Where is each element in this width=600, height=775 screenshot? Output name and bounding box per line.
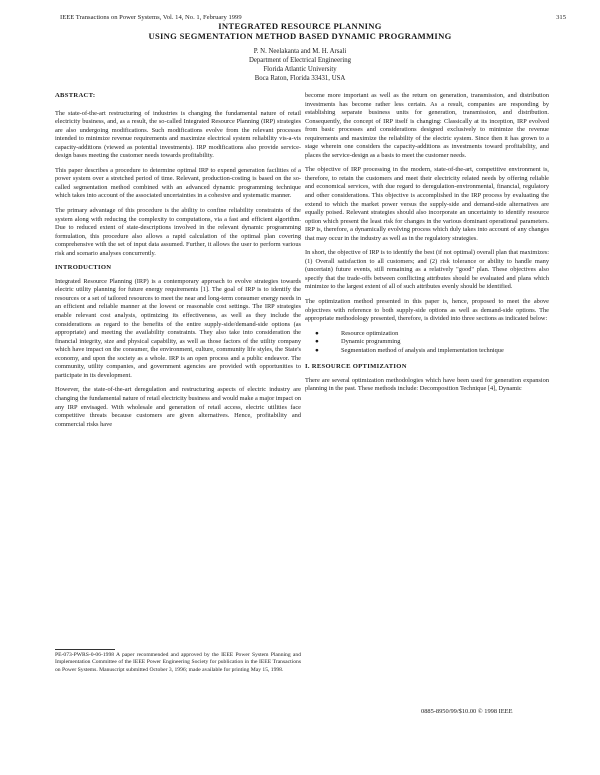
list-item (315, 338, 549, 347)
paper-title-line-2: USING SEGMENTATION METHOD BASED DYNAMIC PROGRAMMING (148, 31, 452, 41)
right-column (305, 92, 549, 400)
author-names: P. N. Neelakanta and M. H. Arsali (253, 48, 347, 55)
right-paragraph-2: The objective of IRP processing in the modern, state-of-the-art, competitive environment is, therefore, to retain the customers and meet their electricity related needs by offering reliable and economical services, with due regard to deregulation-environmental, financial, regulatory and other considerations. This objective is accomplished in the IRP process by evaluating the extend to which the market power versus the supply-side and demand-side alternatives are equally poised. Relevant strategies should also incorporate an uncertainty to identify resource option which present the least risk for changes in the various dominant operational parameters. IRP is, therefore, a dynamically evolving process which duly takes into account of any changes that may occur in the industry as well as in the regulatory strategies. (305, 166, 549, 242)
right-paragraph-4: The optimization method presented in this paper is, hence, proposed to meet the above objectives with reference to both supply-side options as well as demand-side options. The appropriate methodology presented, therefore, is divided into three sections as indicated below: (305, 298, 549, 323)
right-paragraph-3: In short, the objective of IRP is to identify the best (if not optimal) overall plan that maximizes: (1) Overall satisfaction to all customers; and (2) risk tolerance or ability to handle many (uncertain) future events, still remaining as a relatively "good" plan. These objectives also specify that the trade-offs between conflicting attributes should be evaluated and plans which minimize to the largest extent of all of such attributes evenly should be identified. (305, 249, 549, 291)
section-paragraph-1: There are several optimization methodologies which have been used for generation expansion planning in the past. These methods include: Decomposition Technique [4], Dynamic (305, 376, 549, 393)
list-item-text: Segmentation method of analysis and implementation technique (341, 346, 504, 354)
author-department: Department of Electrical Engineering (248, 57, 352, 64)
section-heading-resource-optimization: I. RESOURCE OPTIMIZATION (305, 363, 407, 371)
bullet-icon: ● (315, 329, 319, 337)
abstract-paragraph-3: The primary advantage of this procedure is the ability to confine reliability constraints of the system along with reducing the complexity to computations, via a fast and efficient algorithm. Due to reduced extent of state-descriptions involved in the relevant dynamic programming formulation, this procedure also allows a rapid calculation of the optimal plan covering comprehensive with the set of input data assumed. Further, it allows the user to perform various risk and scenario analyses concurrently. (55, 207, 301, 257)
journal-header: IEEE Transactions on Power Systems, Vol. 14, No. 1, February 1999 (60, 14, 242, 21)
left-column (55, 92, 301, 435)
list-item (315, 329, 549, 339)
footnote: PE-073-PWRS-0-06-1998 A paper recommended and approved by the IEEE Power System Planning and Implementation Committee of the IEEE Power Engineering Society for publication in the IEEE Transactions on Power Systems. Manuscript submitted October 3, 1996; made available for printing May 15, 1998. (55, 652, 301, 673)
copyright-line: 0885-8950/99/$10.00 © 1998 IEEE (421, 708, 513, 715)
author-address: Boca Raton, Florida 33431, USA (254, 75, 346, 82)
page-number: 315 (556, 14, 566, 21)
footnote-divider (55, 649, 115, 650)
bullet-icon: ● (315, 346, 319, 354)
abstract-heading: ABSTRACT: (55, 92, 96, 99)
abstract-paragraph-2: This paper describes a procedure to determine optimal IRP to expend generation facilities of a power system over a stretched period of time. Relevant, production-costing is based on the so-called segmentation method combined with an advanced dynamic programming technique which takes into account of the associated uncertainties in a cohesive and systematic manner. (55, 166, 301, 200)
abstract-paragraph-1: The state-of-the-art restructuring of industries is changing the fundamental nature of retail electricity business, and, as a result, the so-called Integrated Resource Planning (IRP) strategies are also undergoing modifications. Such modifications evolve from the relevant processes intended to minimize revenue requirements and maximize electrical system reliability vis-a-vis capacity-additions (viewed as potential investments). IRP modifications also provide service-design bases meeting the customer needs towards profitability. (55, 109, 301, 160)
bullet-icon: ● (315, 338, 319, 346)
list-item (315, 346, 549, 356)
list-item-text: Dynamic programming (341, 338, 401, 346)
right-paragraph-1: become more important as well as the return on generation, transmission, and distribution investments has become rather less certain. As a result, companies are responding by establishing separate business units for generation, transmission, and distribution. Consequently, the concept of IRP itself is changing: Classically at its inception, IRP evolved from basic processes and considerations designed exclusively to minimize the revenue requirements and maximize the reliability of the electric system. Since then it has grown to a stage wherein one considers the capacity-additions as investments toward profitability, and places the service-design as a basis to meet the customer needs. (305, 92, 549, 159)
list-item-text: Resource optimization (341, 329, 399, 337)
paper-title-line-1: INTEGRATED RESOURCE PLANNING (218, 21, 382, 31)
author-university: Florida Atlantic University (263, 66, 337, 73)
introduction-heading: INTRODUCTION (55, 264, 112, 272)
methodology-list (305, 330, 549, 356)
introduction-paragraph-1: Integrated Resource Planning (IRP) is a contemporary approach to evolve strategies towards electric utility planning for future energy requirements [1]. The goal of IRP is to identify the resources or a set of tailored resources to meet the near and long-term consumer energy needs in an efficient and reliable manner at the lowest or reasonable cost settings. The IRP strategies enable relevant cost analysis, optimizing its effectiveness, as well as they include the considerations as regard to the benefits of the entire supply-side/demand-side options (as appropriate) and meeting the availability constraints. They also take into consideration the financial integrity, size and physical capability, as well as those factors of the utility company which have impact on the consumer, the environment, culture, community life styles, the State's economy, and upon the society as a whole. IRP is an open process and a public endeavor. The community, utility companies, and government agencies are provided with opportunities to participate in its development. (55, 277, 301, 379)
introduction-paragraph-2: However, the state-of-the-art deregulation and restructuring aspects of electric industry are changing the fundamental nature of retail electricity business and would make a major impact on any IRP envisaged. With wholesale and generation of retail access, electric utilities face competitive threats because customers are given alternatives. Hence, profitability and commercial risks have (55, 386, 301, 428)
